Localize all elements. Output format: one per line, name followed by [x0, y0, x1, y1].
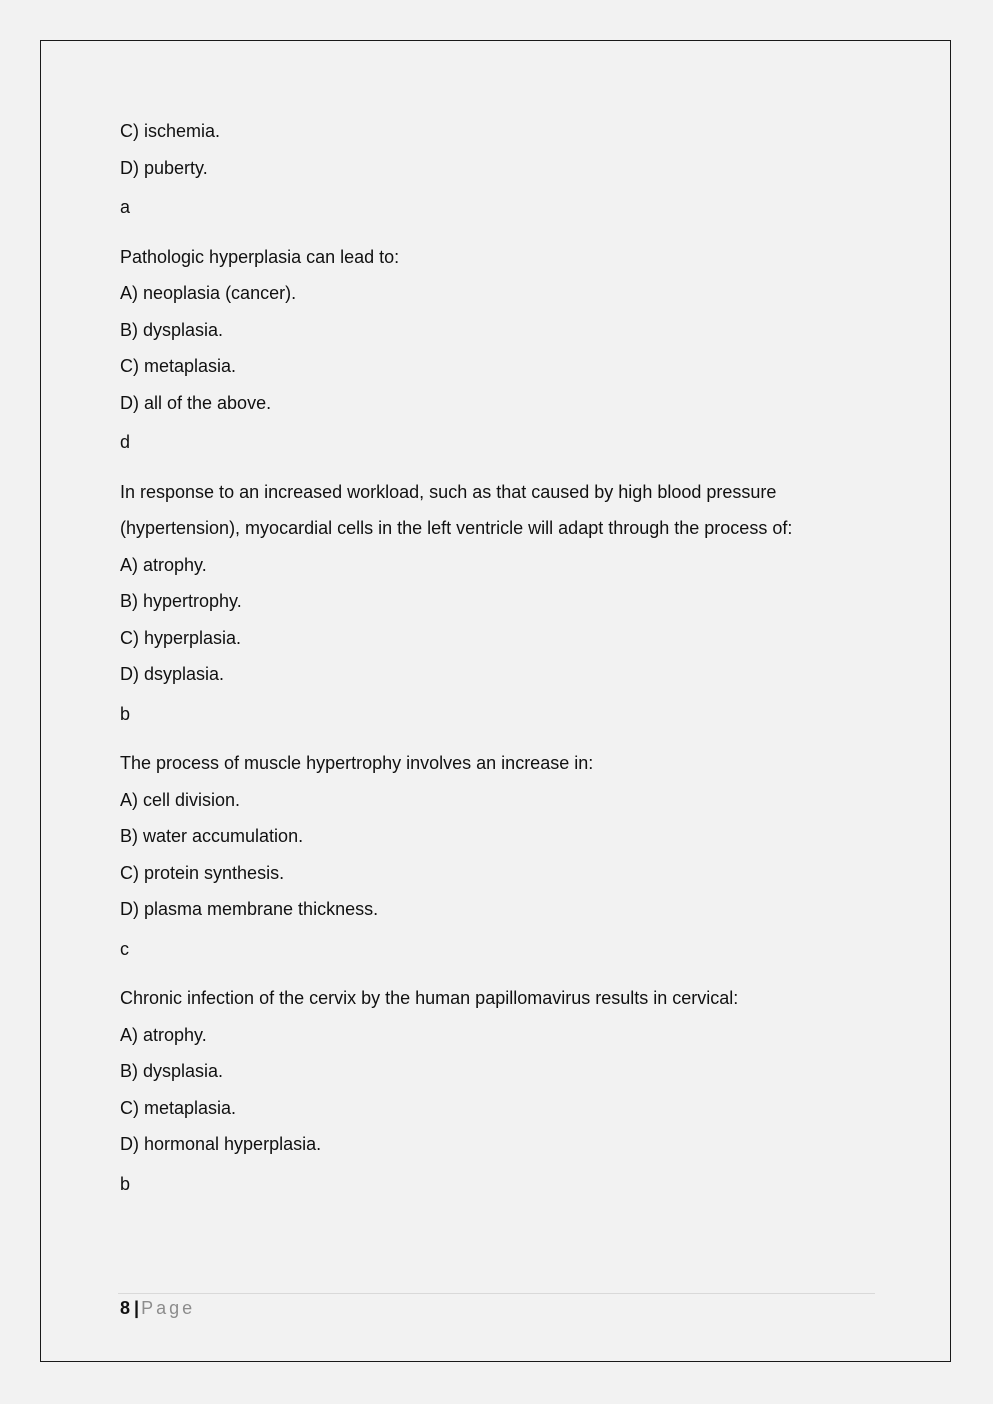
- question-stem: Pathologic hyperplasia can lead to:: [120, 246, 400, 267]
- document-body: [120, 118, 880, 1220]
- question-stem: In response to an increased workload, such as that caused by high blood pressure: [120, 481, 777, 502]
- answer-key: d: [120, 432, 131, 452]
- answer-key: a: [120, 197, 131, 217]
- answer-option: D) all of the above.: [120, 392, 272, 413]
- answer-option: D) hormonal hyperplasia.: [120, 1134, 322, 1154]
- page-number: 8: [120, 1298, 131, 1318]
- answer-option: A) atrophy.: [120, 1024, 207, 1045]
- answer-key: b: [120, 703, 131, 724]
- question-stem: (hypertension), myocardial cells in the left ventricle will adapt through the process of:: [120, 518, 793, 538]
- question-stem: The process of muscle hypertrophy involves an increase in:: [120, 753, 594, 773]
- answer-option: C) protein synthesis.: [120, 862, 285, 883]
- answer-option: A) cell division.: [120, 789, 241, 810]
- question-block: [120, 118, 880, 220]
- question-stem: Chronic infection of the cervix by the human papillomavirus results in cervical:: [120, 988, 739, 1008]
- answer-option: D) puberty.: [120, 157, 208, 178]
- answer-option: A) atrophy.: [120, 554, 207, 575]
- answer-option: B) dysplasia.: [120, 1061, 224, 1081]
- question-block: [120, 985, 880, 1197]
- page-separator: |: [134, 1298, 140, 1318]
- answer-option: B) hypertrophy.: [120, 591, 242, 611]
- question-block: [120, 244, 880, 456]
- question-block: [120, 750, 880, 962]
- answer-option: C) ischemia.: [120, 121, 221, 141]
- page-footer: [120, 1296, 195, 1320]
- answer-option: A) neoplasia (cancer).: [120, 283, 297, 303]
- answer-option: B) water accumulation.: [120, 826, 304, 846]
- answer-key: c: [120, 938, 129, 959]
- answer-key: b: [120, 1173, 131, 1194]
- question-block: [120, 479, 880, 727]
- answer-option: D) dsyplasia.: [120, 664, 225, 684]
- answer-option: C) metaplasia.: [120, 356, 237, 376]
- answer-option: C) metaplasia.: [120, 1097, 237, 1118]
- footer-divider: [118, 1293, 875, 1294]
- answer-option: D) plasma membrane thickness.: [120, 899, 379, 919]
- answer-option: B) dysplasia.: [120, 319, 224, 340]
- answer-option: C) hyperplasia.: [120, 627, 242, 648]
- page-label: Page: [141, 1298, 196, 1318]
